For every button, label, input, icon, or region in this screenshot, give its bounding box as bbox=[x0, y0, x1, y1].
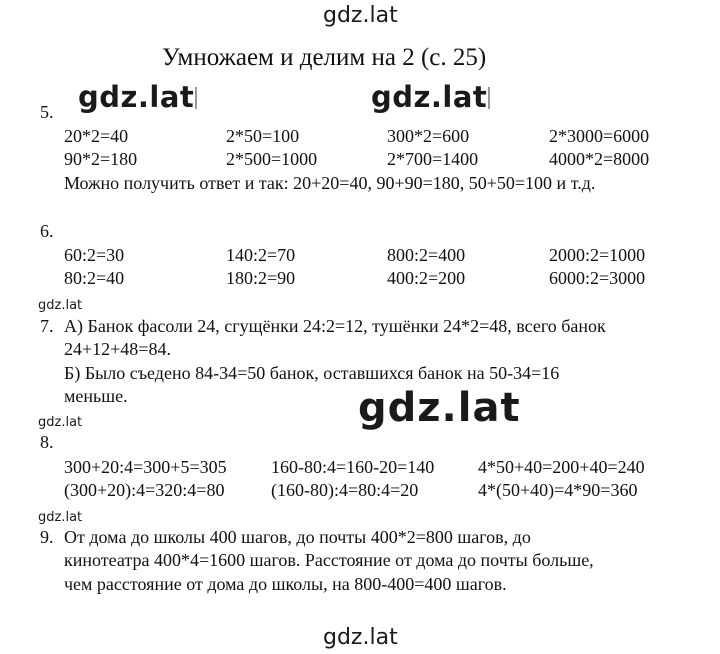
equation: 2*700=1400 bbox=[387, 149, 479, 169]
equation: 180:2=90 bbox=[226, 268, 296, 288]
equation: 6000:2=3000 bbox=[549, 268, 646, 288]
task-number: 7. bbox=[40, 316, 54, 336]
task-text-line: Б) Было съедено 84-34=50 банок, оставшихся банок на 50-34=16 bbox=[64, 363, 560, 383]
watermark-small-2: gdz.lat bbox=[38, 415, 83, 430]
cursor-mark bbox=[195, 87, 197, 109]
task-text-line: От дома до школы 400 шагов, до почты 400*2=800 шагов, до bbox=[64, 527, 531, 547]
task-number: 9. bbox=[40, 527, 54, 547]
cursor-mark bbox=[488, 87, 490, 109]
equation: 4*(50+40)=4*90=360 bbox=[478, 480, 638, 500]
task-number: 6. bbox=[40, 221, 54, 241]
equation: 2000:2=1000 bbox=[549, 245, 646, 265]
equation: (160-80):4=80:4=20 bbox=[271, 480, 419, 500]
equation: 2*3000=6000 bbox=[549, 126, 650, 146]
equation: 60:2=30 bbox=[64, 245, 125, 265]
watermark-left bbox=[78, 80, 197, 114]
watermark-small-3: gdz.lat bbox=[38, 510, 83, 525]
equation: 300+20:4=300+5=305 bbox=[64, 457, 227, 477]
equation: 80:2=40 bbox=[64, 268, 125, 288]
equation: 4000*2=8000 bbox=[549, 149, 650, 169]
watermark-center-text: gdz.lat bbox=[371, 80, 488, 114]
page-title: Умножаем и делим на 2 (с. 25) bbox=[162, 44, 487, 71]
equation: 20*2=40 bbox=[64, 126, 129, 146]
equation: 140:2=70 bbox=[226, 245, 296, 265]
watermark-center bbox=[371, 80, 490, 114]
equation: 2*50=100 bbox=[226, 126, 300, 146]
task-text-line: А) Банок фасоли 24, сгущёнки 24:2=12, тушёнки 24*2=48, всего банок bbox=[64, 316, 606, 336]
equation: 160-80:4=160-20=140 bbox=[271, 457, 435, 477]
equation: 300*2=600 bbox=[387, 126, 470, 146]
watermark-big: gdz.lat bbox=[358, 385, 521, 431]
task-note: Можно получить ответ и так: 20+20=40, 90+90=180, 50+50=100 и т.д. bbox=[64, 173, 596, 193]
equation: 2*500=1000 bbox=[226, 149, 318, 169]
watermark-bottom: gdz.lat bbox=[323, 625, 398, 650]
task-text-line: чем расстояние от дома до школы, на 800-400=400 шагов. bbox=[64, 574, 507, 594]
task-text-line: 24+12+48=84. bbox=[64, 339, 171, 359]
task-text-line: меньше. bbox=[64, 386, 128, 406]
equation: 800:2=400 bbox=[387, 245, 466, 265]
equation: 4*50+40=200+40=240 bbox=[478, 457, 645, 477]
equation: 400:2=200 bbox=[387, 268, 466, 288]
task-text-line: кинотеатра 400*4=1600 шагов. Расстояние от дома до почты больше, bbox=[64, 550, 594, 570]
task-number: 8. bbox=[40, 432, 54, 452]
equation: (300+20):4=320:4=80 bbox=[64, 480, 225, 500]
equation: 90*2=180 bbox=[64, 149, 138, 169]
watermark-top: gdz.lat bbox=[323, 3, 398, 28]
watermark-small-1: gdz.lat bbox=[38, 298, 83, 313]
task-number: 5. bbox=[40, 102, 54, 122]
watermark-left-text: gdz.lat bbox=[78, 80, 195, 114]
